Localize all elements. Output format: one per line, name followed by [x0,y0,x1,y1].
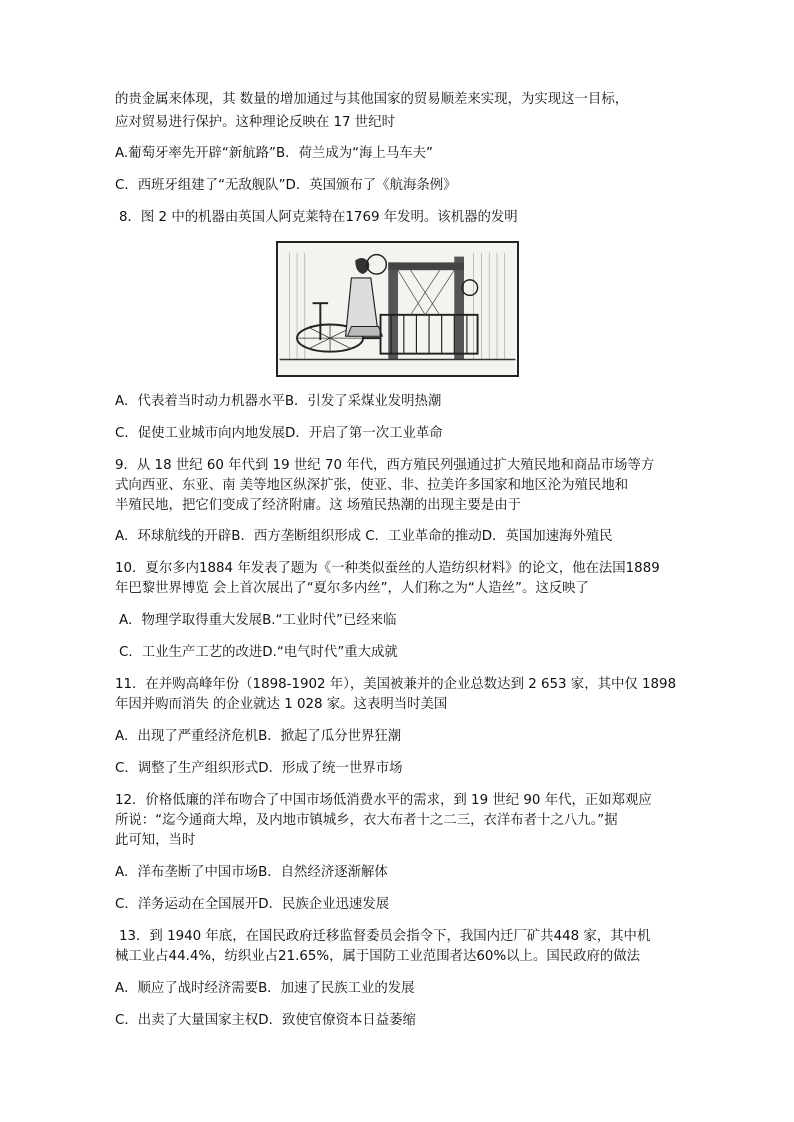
q9-options: A．环球航线的开辟B．西方垄断组织形成 C．工业革命的推动D．英国加速海外殖民 [115,529,613,544]
q10-options-cd: C．工业生产工艺的改进D.“电气时代”重大成就 [119,645,398,660]
spinning-machine-illustration [276,241,519,377]
q7-options-cd: C．西班牙组建了“无敌舰队”D．英国颁布了《航海条例》 [115,178,457,193]
q9-stem-line-2: 式向西亚、东亚、南 美等地区纵深扩张，使亚、非、拉美许多国家和地区沦为殖民地和 [115,478,629,493]
q13-options-ab: A．顺应了战时经济需要B．加速了民族工业的发展 [115,981,415,996]
q9-stem-line-1: 9．从 18 世纪 60 年代到 19 世纪 70 年代，西方殖民列强通过扩大殖民地和商品市场等方 [115,458,655,473]
q7-options-ab: A.葡萄牙率先开辟“新航路”B．荷兰成为“海上马车夫” [115,146,433,161]
q13-stem-line-2: 械工业占44.4%，纺织业占21.65%，属于国防工业范围者达60%以上。国民政府的做法 [115,949,641,964]
q8-options-ab: A．代表着当时动力机器水平B．引发了采煤业发明热潮 [115,394,442,409]
q8-options-cd: C．促使工业城市向内地发展D．开启了第一次工业革命 [115,426,443,441]
q12-options-ab: A．洋布垄断了中国市场B．自然经济逐渐解体 [115,865,388,880]
q12-options-cd: C．洋务运动在全国展开D．民族企业迅速发展 [115,897,390,912]
q10-stem-line-1: 10．夏尔多内1884 年发表了题为《一种类似蚕丝的人造纺织材料》的论文，他在法国1889 [115,561,660,576]
q12-stem-line-3: 此可知，当时 [115,833,196,848]
q12-stem-line-2: 所说：“迄今通商大埠，及内地市镇城乡，衣大布者十之二三，衣洋布者十之八九。”据 [115,813,618,828]
q13-options-cd: C．出卖了大量国家主权D．致使官僚资本日益萎缩 [115,1013,416,1028]
q8-stem: 8．图 2 中的机器由英国人阿克莱特在1769 年发明。该机器的发明 [119,210,518,225]
q11-options-cd: C．调整了生产组织形式D．形成了统一世界市场 [115,761,403,776]
q10-options-ab: A．物理学取得重大发展B.“工业时代”已经来临 [119,613,397,628]
q7-stem-line-2: 应对贸易进行保护。这种理论反映在 17 世纪时 [115,115,395,130]
q13-stem-line-1: 13．到 1940 年底，在国民政府迁移监督委员会指令下，我国内迁厂矿共448 家，其中机 [119,929,651,944]
q11-stem-line-2: 年因并购而消失 的企业就达 1 028 家。这表明当时美国 [115,697,448,712]
q10-stem-line-2: 年巴黎世界博览 会上首次展出了“夏尔多内丝”，人们称之为“人造丝”。这反映了 [115,581,589,596]
q9-stem-line-3: 半殖民地，把它们变成了经济附庸。这 场殖民热潮的出现主要是由于 [115,498,521,513]
q11-options-ab: A．出现了严重经济危机B．掀起了瓜分世界狂潮 [115,729,402,744]
q12-stem-line-1: 12．价格低廉的洋布吻合了中国市场低消费水平的需求，到 19 世纪 90 年代，正如郑观应 [115,793,652,808]
q11-stem-line-1: 11．在并购高峰年份（1898-1902 年），美国被兼并的企业总数达到 2 653 家，其中仅 1898 [115,677,677,692]
q7-stem-line-1: 的贵金属来体现，其 数量的增加通过与其他国家的贸易顺差来实现，为实现这一目标， [115,92,629,107]
